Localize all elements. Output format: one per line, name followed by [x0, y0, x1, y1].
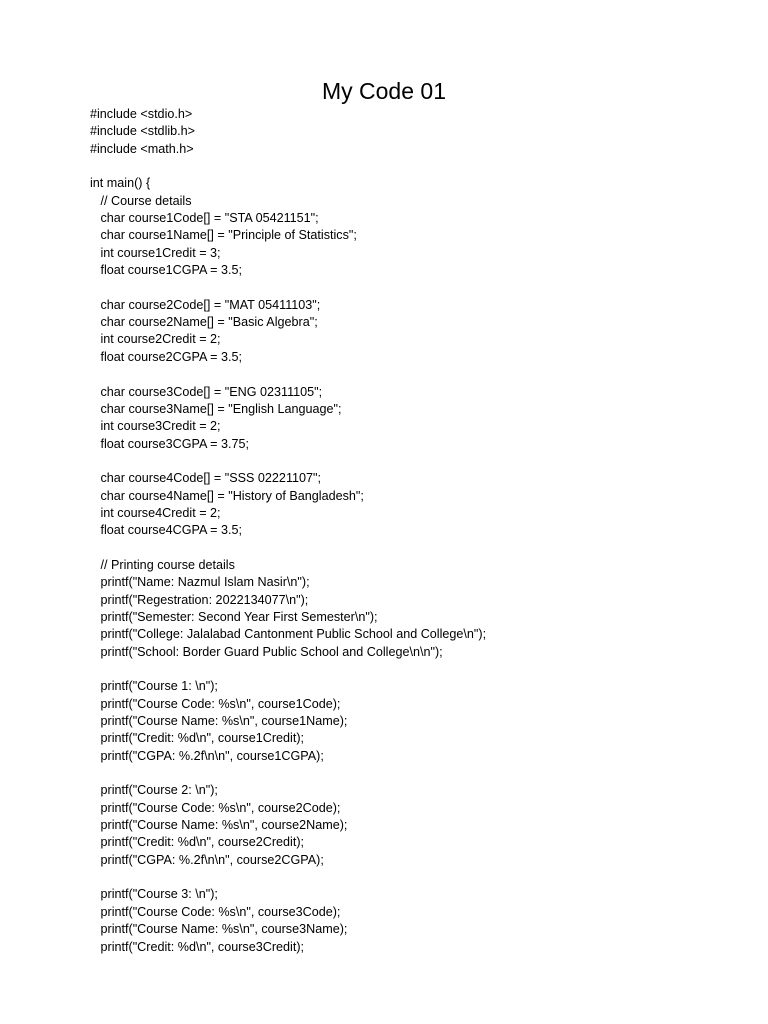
code-line: int course4Credit = 2; — [90, 505, 221, 520]
code-line: char course3Code[] = "ENG 02311105"; — [90, 384, 323, 399]
code-line: printf("Course Code: %s\n", course1Code); — [90, 696, 341, 711]
blank-line — [90, 540, 750, 557]
code-line: printf("School: Border Guard Public School and College\n\n"); — [90, 644, 443, 659]
code-line: printf("Course Code: %s\n", course3Code); — [90, 904, 341, 919]
code-line: printf("Course Name: %s\n", course1Name); — [90, 714, 348, 729]
blank-line — [90, 765, 750, 782]
code-line: char course1Code[] = "STA 05421151"; — [90, 211, 319, 226]
code-block — [90, 106, 750, 956]
code-line: printf("Credit: %d\n", course2Credit); — [90, 835, 305, 850]
code-line: printf("Credit: %d\n", course1Credit); — [90, 731, 305, 746]
code-line: printf("Course Name: %s\n", course3Name); — [90, 922, 348, 937]
code-line: float course3CGPA = 3.75; — [90, 436, 250, 451]
blank-line — [90, 453, 750, 470]
code-line: int course3Credit = 2; — [90, 419, 221, 434]
code-line: // Printing course details — [90, 557, 235, 572]
code-line: // Course details — [90, 193, 192, 208]
code-line: printf("Name: Nazmul Islam Nasir\n"); — [90, 575, 310, 590]
code-line: char course2Code[] = "MAT 05411103"; — [90, 297, 321, 312]
blank-line — [90, 279, 750, 296]
document-title: My Code 01 — [321, 78, 446, 104]
code-line: char course4Code[] = "SSS 02221107"; — [90, 471, 321, 486]
code-line: printf("Credit: %d\n", course3Credit); — [90, 939, 305, 954]
blank-line — [90, 366, 750, 383]
code-line: int course1Credit = 3; — [90, 245, 221, 260]
code-line: printf("Course Name: %s\n", course2Name); — [90, 818, 348, 833]
code-line: #include <stdlib.h> — [90, 124, 196, 139]
code-line: char course2Name[] = "Basic Algebra"; — [90, 315, 318, 330]
code-line: printf("CGPA: %.2f\n\n", course1CGPA); — [90, 748, 324, 763]
blank-line — [90, 661, 750, 678]
code-line: char course1Name[] = "Principle of Statistics"; — [90, 228, 357, 243]
code-line: char course3Name[] = "English Language"; — [90, 401, 342, 416]
code-line: #include <stdio.h> — [90, 107, 193, 121]
code-line: char course4Name[] = "History of Bangladesh"; — [90, 488, 364, 503]
code-line: float course1CGPA = 3.5; — [90, 263, 243, 278]
blank-line — [90, 158, 750, 175]
code-line: printf("Regestration: 2022134077\n"); — [90, 592, 309, 607]
code-line: float course4CGPA = 3.5; — [90, 523, 243, 538]
code-line: printf("Course 1: \n"); — [90, 679, 218, 694]
code-line: printf("Course Code: %s\n", course2Code); — [90, 800, 341, 815]
code-line: printf("CGPA: %.2f\n\n", course2CGPA); — [90, 852, 324, 867]
blank-line — [90, 869, 750, 886]
code-line: float course2CGPA = 3.5; — [90, 349, 243, 364]
code-line: printf("College: Jalalabad Cantonment Public School and College\n"); — [90, 627, 487, 642]
code-line: printf("Semester: Second Year First Semester\n"); — [90, 609, 378, 624]
code-line: int main() { — [90, 176, 151, 191]
code-line: #include <math.h> — [90, 141, 194, 156]
code-line: printf("Course 3: \n"); — [90, 887, 218, 902]
code-line: int course2Credit = 2; — [90, 332, 221, 347]
code-line: printf("Course 2: \n"); — [90, 783, 218, 798]
